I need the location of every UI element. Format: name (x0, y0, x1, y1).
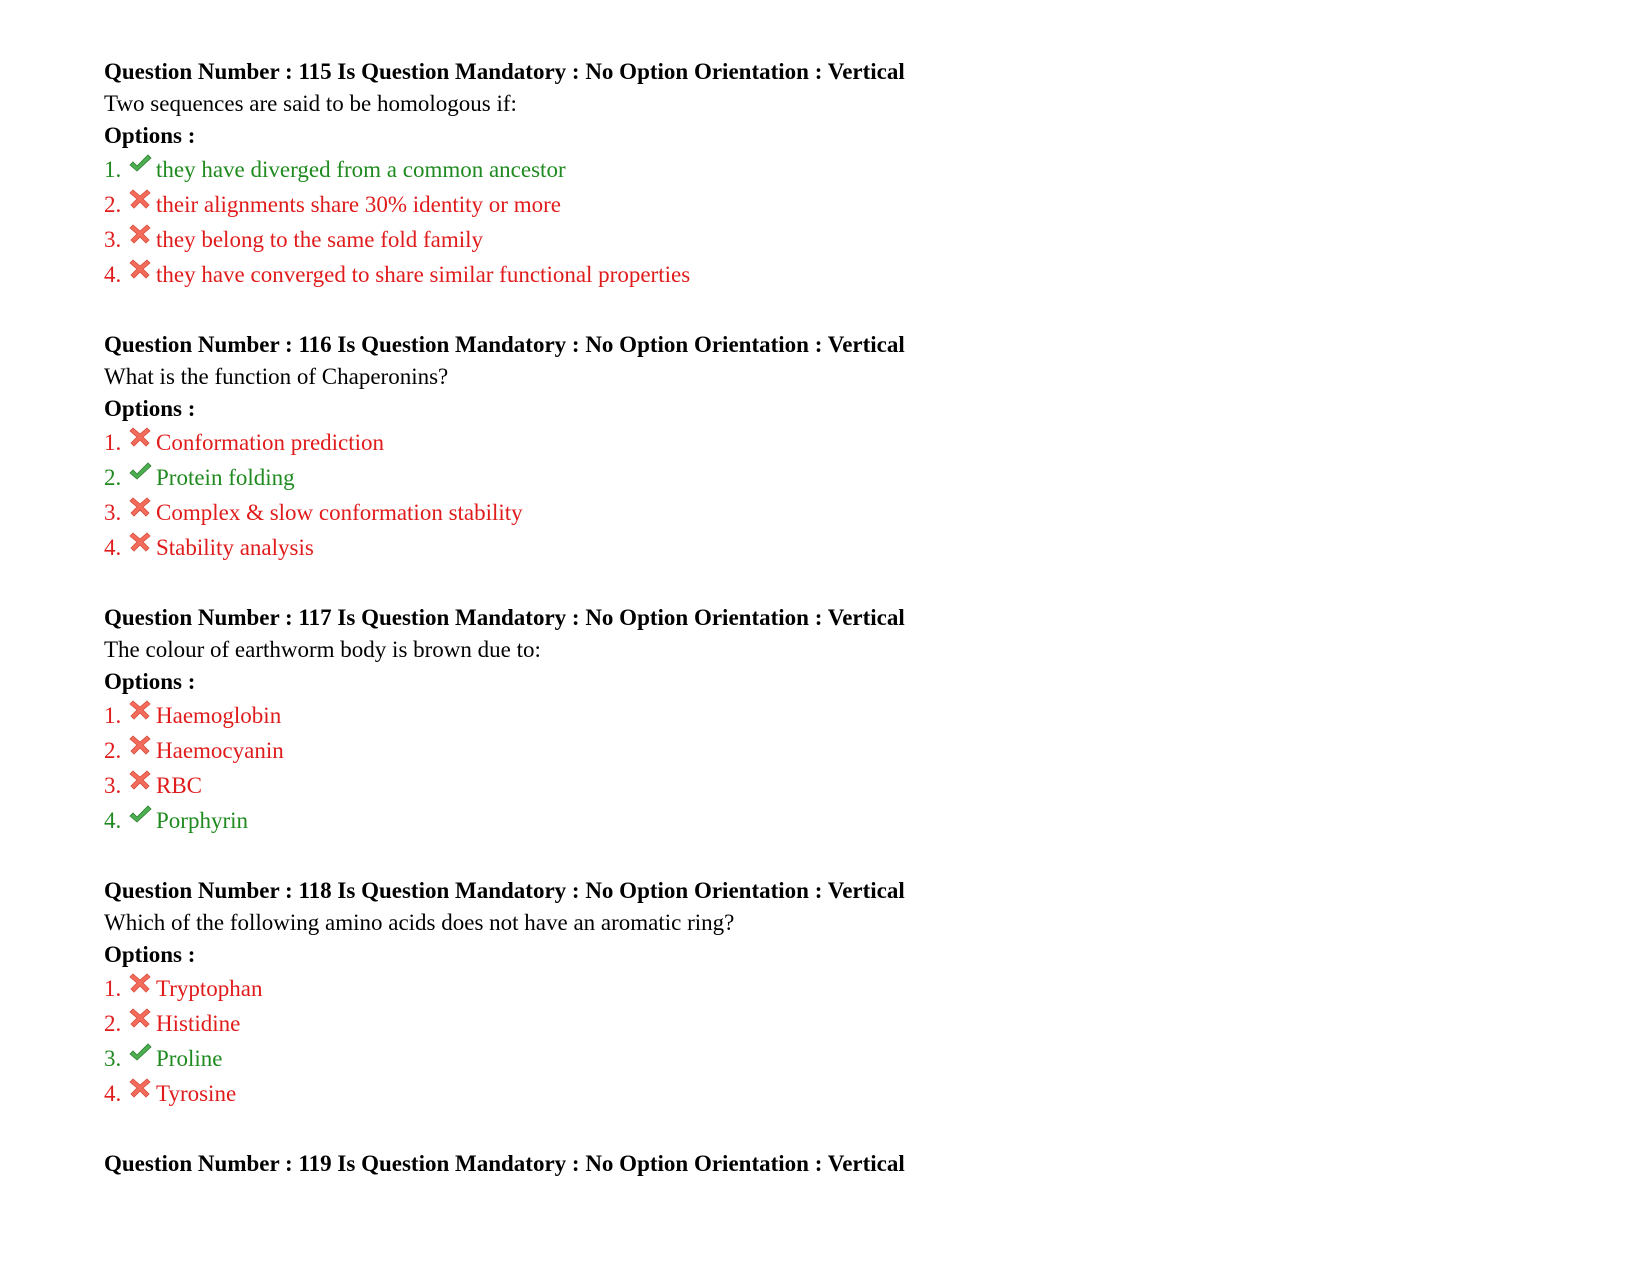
option-number: 3. (104, 500, 122, 525)
option-number: 4. (104, 1081, 122, 1106)
option-number: 2. (104, 465, 122, 490)
option-item (104, 971, 1554, 1006)
option-text: their alignments share 30% identity or more (156, 192, 561, 217)
question-text: The colour of earthworm body is brown due to: (104, 637, 541, 662)
option-item (104, 222, 1554, 257)
question-text: What is the function of Chaperonins? (104, 364, 449, 389)
question-text: Two sequences are said to be homologous if: (104, 91, 517, 116)
check-icon (128, 1045, 156, 1073)
question-115 (104, 56, 1554, 292)
options-label: Options : (104, 669, 196, 694)
option-item (104, 803, 1554, 838)
option-number: 4. (104, 808, 122, 833)
cross-icon (128, 1010, 156, 1038)
check-icon (128, 807, 156, 835)
cross-icon (128, 702, 156, 730)
cross-icon (128, 534, 156, 562)
question-117 (104, 602, 1554, 838)
option-number: 2. (104, 1011, 122, 1036)
question-header: Question Number : 117 Is Question Mandatory : No Option Orientation : Vertical (104, 605, 905, 630)
option-number: 1. (104, 157, 122, 182)
cross-icon (128, 1080, 156, 1108)
cross-icon (128, 737, 156, 765)
option-text: Tryptophan (156, 976, 263, 1001)
option-text: Haemocyanin (156, 738, 284, 763)
option-text: Conformation prediction (156, 430, 385, 455)
option-item (104, 1006, 1554, 1041)
option-item (104, 495, 1554, 530)
option-number: 2. (104, 738, 122, 763)
options-label: Options : (104, 123, 196, 148)
option-text: they belong to the same fold family (156, 227, 484, 252)
option-item (104, 698, 1554, 733)
question-119 (104, 1148, 1554, 1180)
cross-icon (128, 261, 156, 289)
option-item (104, 1076, 1554, 1111)
option-number: 4. (104, 262, 122, 287)
option-number: 3. (104, 773, 122, 798)
question-text: Which of the following amino acids does not have an aromatic ring? (104, 910, 735, 935)
option-item (104, 530, 1554, 565)
option-number: 1. (104, 703, 122, 728)
cross-icon (128, 191, 156, 219)
option-item (104, 768, 1554, 803)
option-text: Complex & slow conformation stability (156, 500, 523, 525)
options-label: Options : (104, 396, 196, 421)
option-text: Porphyrin (156, 808, 248, 833)
question-118 (104, 875, 1554, 1111)
question-paper (104, 56, 1554, 1217)
cross-icon (128, 499, 156, 527)
option-number: 3. (104, 1046, 122, 1071)
question-header: Question Number : 119 Is Question Mandatory : No Option Orientation : Vertical (104, 1151, 905, 1176)
option-text: they have diverged from a common ancestor (156, 157, 566, 182)
question-header: Question Number : 118 Is Question Mandatory : No Option Orientation : Vertical (104, 878, 905, 903)
option-text: Histidine (156, 1011, 241, 1036)
cross-icon (128, 429, 156, 457)
option-text: Protein folding (156, 465, 295, 490)
option-text: Stability analysis (156, 535, 314, 560)
option-item (104, 152, 1554, 187)
option-text: Tyrosine (156, 1081, 237, 1106)
options-label: Options : (104, 942, 196, 967)
option-number: 4. (104, 535, 122, 560)
option-item (104, 257, 1554, 292)
option-item (104, 187, 1554, 222)
option-text: Haemoglobin (156, 703, 282, 728)
option-text: Proline (156, 1046, 223, 1071)
option-number: 1. (104, 430, 122, 455)
check-icon (128, 464, 156, 492)
option-item (104, 460, 1554, 495)
option-item (104, 733, 1554, 768)
check-icon (128, 156, 156, 184)
option-number: 1. (104, 976, 122, 1001)
question-header: Question Number : 116 Is Question Mandatory : No Option Orientation : Vertical (104, 332, 905, 357)
cross-icon (128, 226, 156, 254)
option-text: RBC (156, 773, 203, 798)
question-header: Question Number : 115 Is Question Mandatory : No Option Orientation : Vertical (104, 59, 905, 84)
question-116 (104, 329, 1554, 565)
cross-icon (128, 975, 156, 1003)
option-item (104, 1041, 1554, 1076)
option-item (104, 425, 1554, 460)
option-number: 3. (104, 227, 122, 252)
option-text: they have converged to share similar functional properties (156, 262, 691, 287)
cross-icon (128, 772, 156, 800)
option-number: 2. (104, 192, 122, 217)
